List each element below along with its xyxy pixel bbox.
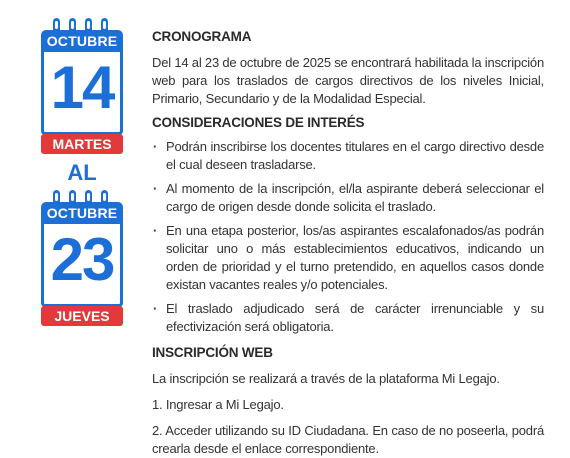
consideraciones-item: · Podrán inscribirse los docentes titulares en el cargo directivo desde el cual deseen trasladarse.	[152, 138, 544, 174]
inscripcion-intro: La inscripción se realizará a través de la plataforma Mi Legajo.	[152, 371, 500, 386]
section-title-consideraciones: CONSIDERACIONES DE INTERÉS	[152, 115, 365, 130]
calendar-start-day: 14	[50, 54, 114, 121]
cronograma-text: Del 14 al 23 de octubre de 2025 se encontrará habilitada la inscripción web para los traslados de cargos directivos de los niveles Inicial, Primario, Secundario y de la Modalidad Especial.	[152, 55, 544, 106]
calendar-end-day: 23	[50, 226, 114, 293]
inscripcion-step: 2. Acceder utilizando su ID Ciudadana. En caso de no poseerla, podrá crearla desde el enlace correspondiente.	[152, 423, 544, 456]
calendar-start-month: OCTUBRE	[41, 30, 123, 52]
calendar-start-body	[41, 52, 123, 135]
calendar-end-weekday: JUEVES	[41, 306, 123, 326]
consideraciones-item: · El traslado adjudicado será de carácter irrenunciable y su efectivización será obligatoria.	[152, 300, 544, 336]
calendar-start-weekday: MARTES	[41, 134, 123, 154]
calendar-end-body	[41, 224, 123, 307]
calendar-end	[41, 190, 123, 330]
consideraciones-item: · Al momento de la inscripción, el/la aspirante deberá seleccionar el cargo de origen desde donde solicita el traslado.	[152, 180, 544, 216]
section-title-cronograma: CRONOGRAMA	[152, 29, 252, 44]
calendar-end-month: OCTUBRE	[41, 202, 123, 224]
date-range-connector: AL	[67, 160, 97, 185]
document-content	[152, 28, 544, 458]
calendar-start	[41, 18, 123, 158]
inscripcion-step: 1. Ingresar a Mi Legajo.	[152, 397, 284, 412]
consideraciones-item: · En una etapa posterior, los/as aspirantes escalafonados/as podrán solicitar uno o más establecimientos educativos, indicando un orden de prioridad y el turno pretendido, en aquellos casos donde existan vacantes reales y/o potenciales.	[152, 222, 544, 294]
section-title-inscripcion: INSCRIPCIÓN WEB	[152, 345, 273, 360]
